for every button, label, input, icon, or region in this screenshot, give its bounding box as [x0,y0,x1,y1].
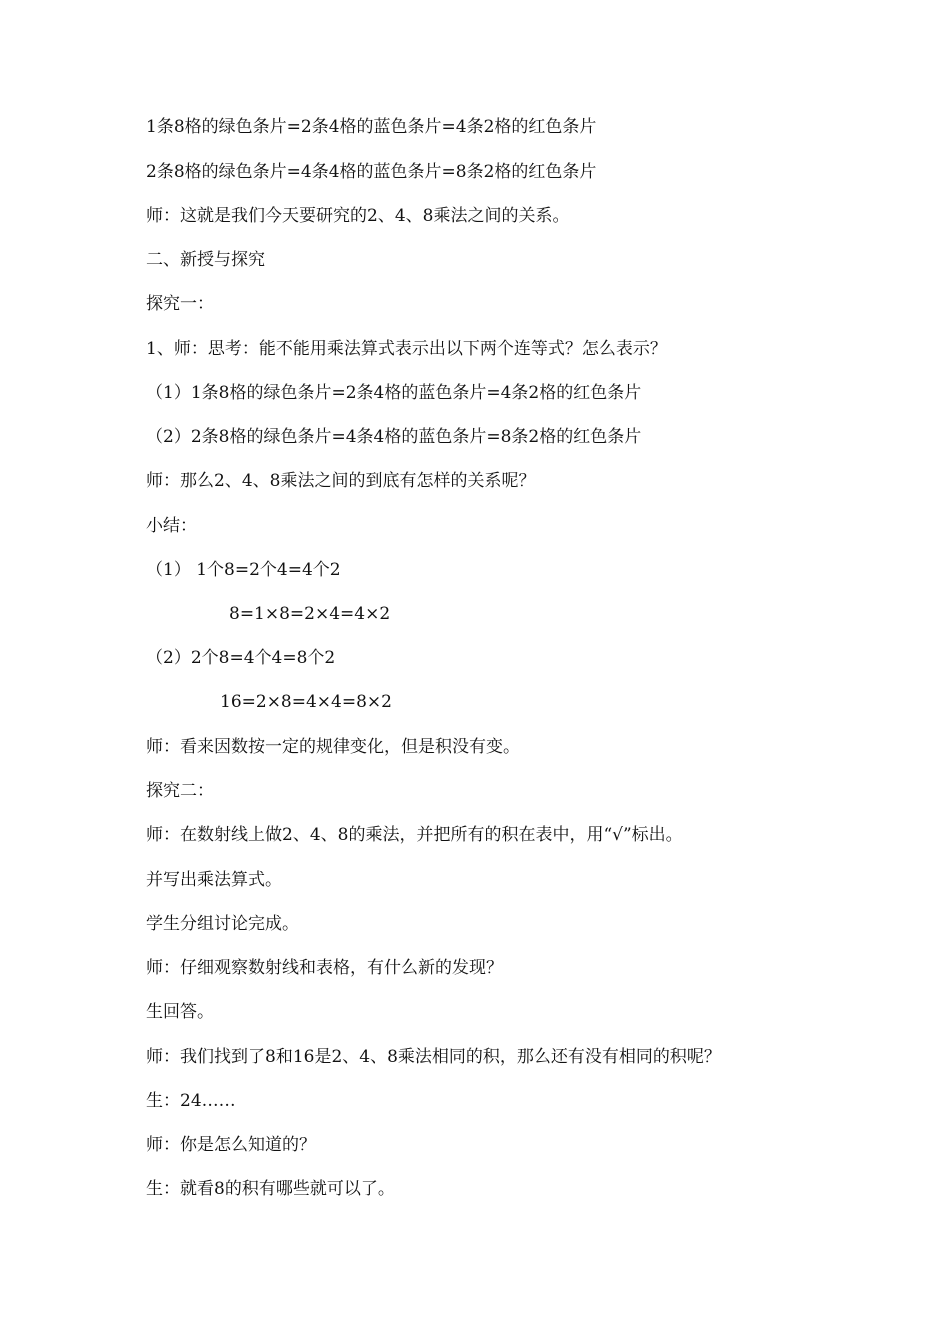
text-line: 1、师：思考：能不能用乘法算式表示出以下两个连等式？怎么表示？ [146,339,667,359]
text-line: 师：在数射线上做2、4、8的乘法，并把所有的积在表中，用“√”标出。 [146,825,683,845]
summary-heading: 小结： [146,516,197,536]
text-line: 师：我们找到了8和16是2、4、8乘法相同的积，那么还有没有相同的积呢？ [146,1047,721,1067]
text-line: 师：这就是我们今天要研究的2、4、8乘法之间的关系。 [146,206,570,226]
equation-line: 16=2×8=4×4=8×2 [220,692,392,712]
section-heading: 二、新授与探究 [146,250,265,270]
text-line: 生：就看8的积有哪些就可以了。 [146,1179,395,1199]
text-line: 学生分组讨论完成。 [146,914,299,934]
text-line: 师：看来因数按一定的规律变化，但是积没有变。 [146,737,520,757]
subsection-heading: 探究一： [146,294,214,314]
text-line: 并写出乘法算式。 [146,870,282,890]
text-line: （2）2个8=4个4=8个2 [146,648,336,668]
equation-line: 8=1×8=2×4=4×2 [229,604,391,624]
text-line: 2条8格的绿色条片=4条4格的蓝色条片=8条2格的红色条片 [146,162,597,182]
text-line: （1） 1个8=2个4=4个2 [146,560,341,580]
text-line: 师：你是怎么知道的？ [146,1135,316,1155]
text-line: 师：那么2、4、8乘法之间的到底有怎样的关系呢？ [146,471,536,491]
text-line: （2）2条8格的绿色条片=4条4格的蓝色条片=8条2格的红色条片 [146,427,642,447]
text-line: 师：仔细观察数射线和表格，有什么新的发现？ [146,958,503,978]
text-line: 生：24…… [146,1091,236,1111]
text-line: （1）1条8格的绿色条片=2条4格的蓝色条片=4条2格的红色条片 [146,383,642,403]
text-line: 生回答。 [146,1002,214,1022]
subsection-heading: 探究二： [146,781,214,801]
text-line: 1条8格的绿色条片=2条4格的蓝色条片=4条2格的红色条片 [146,117,597,137]
